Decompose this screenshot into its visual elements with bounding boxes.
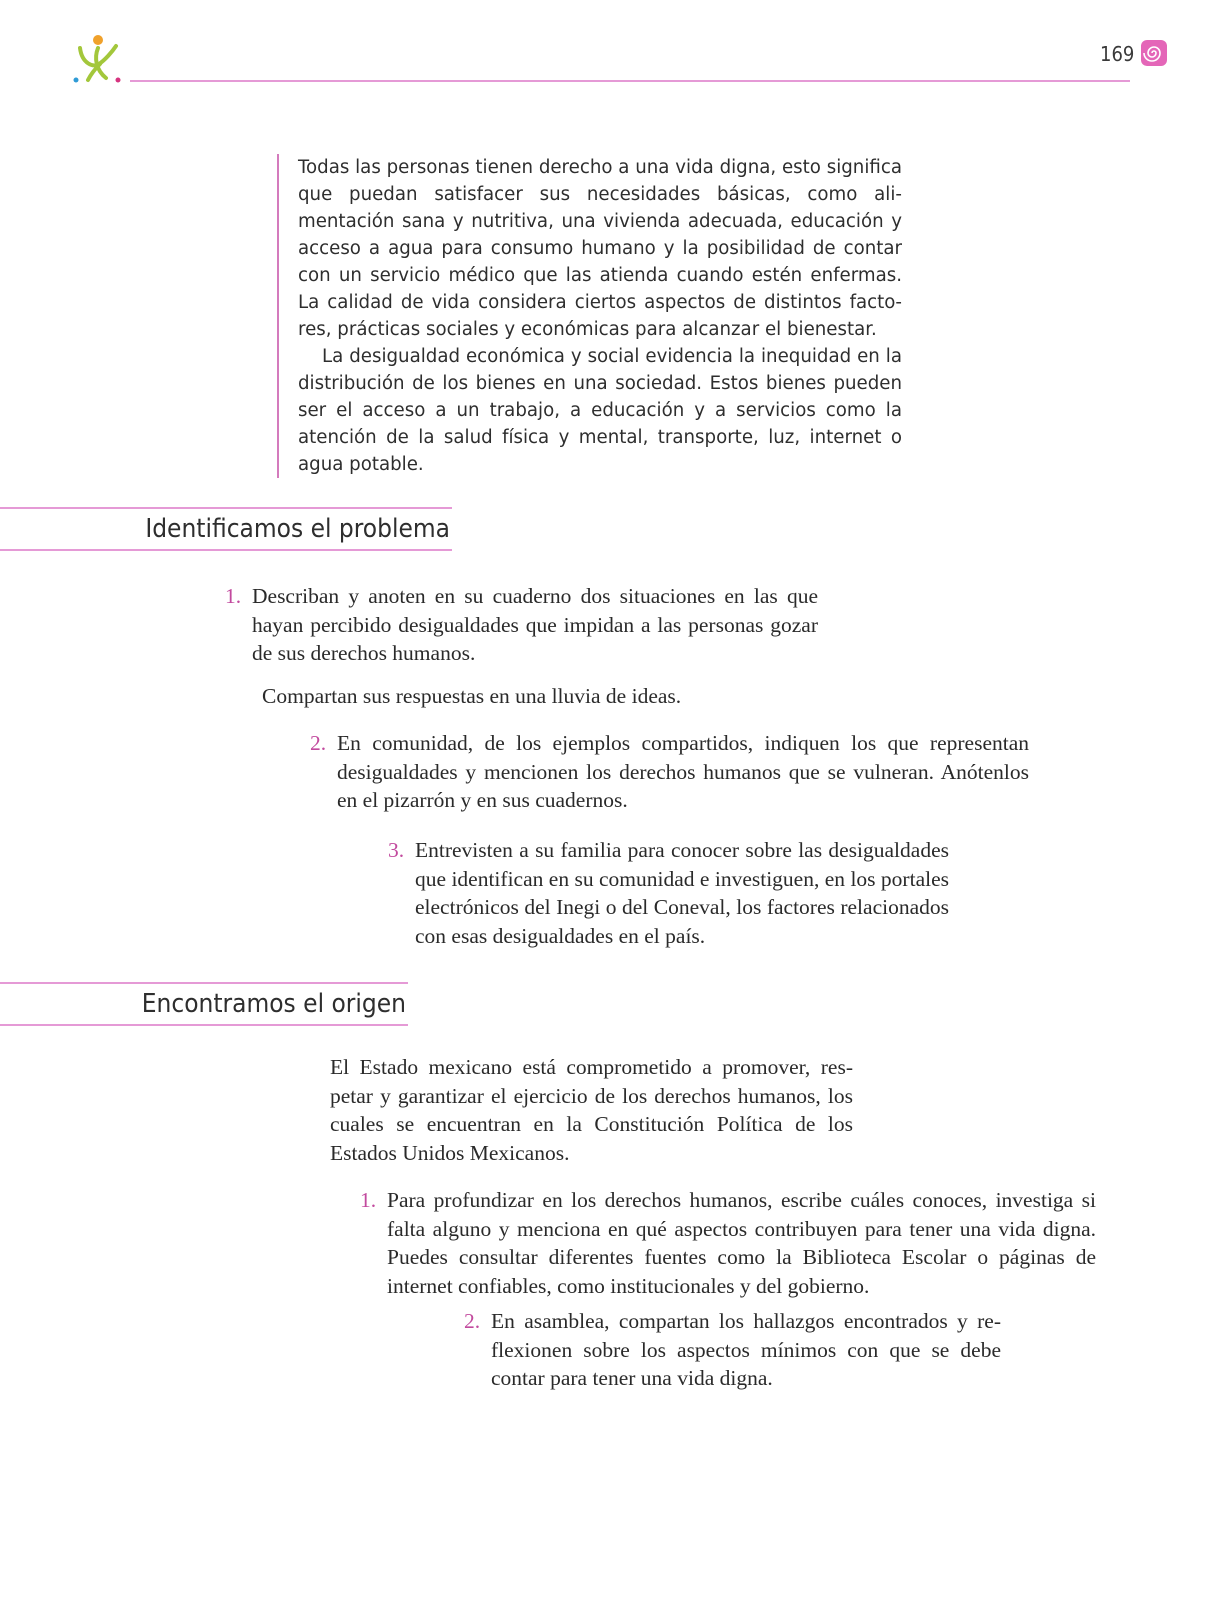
section-heading-encontramos xyxy=(0,982,408,1026)
activity-note: Compartan sus respuestas en una lluvia de ideas. xyxy=(262,684,682,708)
page-number: 169 xyxy=(1100,42,1135,66)
item-text: Entrevisten a su familia para conocer sobre las desigualdades que identifican en su comunidad e investiguen, en los portales electrónicos del Inegi o del Coneval, los factores relacionados con esas desigualdades en el país. xyxy=(415,838,949,948)
item-number: 3. xyxy=(388,838,405,862)
item-text: Describan y anoten en su cuaderno dos situaciones en las que hayan percibido desigualdades que impidan a las personas gozar de sus derechos humanos. xyxy=(252,584,818,665)
item-number: 2. xyxy=(310,731,327,755)
list-item xyxy=(388,836,949,950)
list-item xyxy=(225,582,818,668)
section-heading-identificamos xyxy=(0,507,452,551)
item-text: En comunidad, de los ejemplos compartidos, indiquen los que representan desigualdades y mencionen los derechos humanos que se vulneran. Anótenlos en el pizarrón y en sus cuadernos. xyxy=(337,731,1029,812)
item-text: Para profundizar en los derechos humanos, escribe cuáles conoces, investiga si falta alguno y menciona en qué aspectos contribuyen para tener una vida digna. Puedes consultar diferentes fuentes como la Biblioteca Escolar o páginas de internet confiables, como institucionales y del gobierno. xyxy=(387,1188,1096,1298)
intro-text-block xyxy=(277,154,902,478)
section-title: Encontramos el origen xyxy=(141,989,406,1019)
list-item xyxy=(310,729,1029,815)
item-text: En asamblea, compartan los hallazgos encontrados y reflexionen sobre los aspectos mínimos con que se debe contar para tener una vida digna. xyxy=(491,1309,1001,1390)
sprout-figure-logo-icon xyxy=(72,34,126,86)
list-item xyxy=(360,1186,1096,1300)
item-number: 1. xyxy=(225,584,242,608)
intro-paragraph: La desigualdad económica y social evidencia la inequidad en la distribución de los bienes en una sociedad. Estos bienes pueden ser el acceso a un trabajo, a educación y a servicios como la atención de la salud física y mental, transporte, luz, internet o agua potable. xyxy=(298,346,902,475)
list-item xyxy=(464,1307,1001,1393)
intro-paragraph: Todas las personas tienen derecho a una vida digna, esto significa que puedan satisfacer sus necesidades básicas, como alimentación sana y nutritiva, una vivienda adecuada, educación y acceso a agua para consumo humano y la posibilidad de contar con un servicio médico que las atienda cuando estén enfermas. La calidad de vida considera ciertos aspectos de distintos factores, prácticas sociales y económicas para alcanzar el bienestar. xyxy=(298,157,902,340)
item-number: 2. xyxy=(464,1309,481,1333)
section-intro-paragraph: El Estado mexicano está comprometido a promover, respetar y garantizar el ejercicio de los derechos humanos, los cuales se encuentran en la Constitución Política de los Estados Unidos Mexicanos. xyxy=(330,1055,853,1165)
section-title: Identificamos el problema xyxy=(145,514,450,544)
pink-spiral-ornament-icon xyxy=(1139,38,1169,68)
item-number: 1. xyxy=(360,1188,377,1212)
header-rule xyxy=(130,80,1130,82)
